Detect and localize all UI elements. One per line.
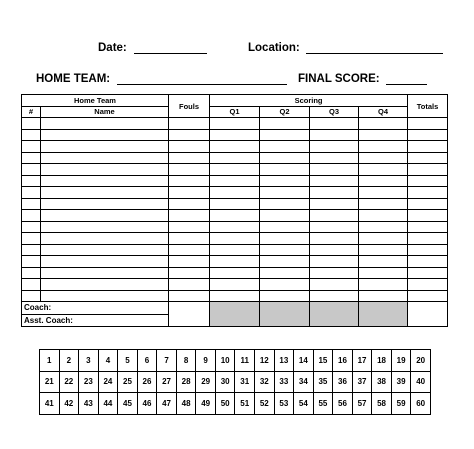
player-cell[interactable] — [408, 141, 448, 153]
col-q3: Q3 — [310, 106, 359, 118]
location-label: Location: — [248, 42, 300, 54]
player-cell[interactable] — [169, 244, 210, 256]
player-cell[interactable] — [22, 187, 41, 199]
number-cell[interactable]: 40 — [411, 371, 431, 393]
home-team-field[interactable] — [117, 84, 287, 85]
number-grid — [39, 349, 431, 415]
player-cell[interactable] — [359, 187, 408, 199]
group-header-row — [22, 95, 448, 107]
number-cell[interactable]: 42 — [59, 393, 79, 415]
number-cell[interactable]: 49 — [196, 393, 216, 415]
player-cell[interactable] — [41, 141, 169, 153]
player-cell[interactable] — [169, 198, 210, 210]
number-cell[interactable]: 2 — [59, 350, 79, 372]
player-cell[interactable] — [22, 198, 41, 210]
player-cell[interactable] — [359, 267, 408, 279]
col-totals: Totals — [408, 95, 448, 118]
player-cell[interactable] — [169, 221, 210, 233]
final-score-field[interactable] — [386, 84, 427, 85]
player-cell[interactable] — [22, 210, 41, 222]
player-cell[interactable] — [210, 141, 260, 153]
player-cell[interactable] — [41, 233, 169, 245]
player-cell[interactable] — [408, 118, 448, 130]
number-cell[interactable]: 29 — [196, 371, 216, 393]
player-cell[interactable] — [310, 152, 359, 164]
number-cell[interactable]: 25 — [118, 371, 138, 393]
player-cell[interactable] — [210, 164, 260, 176]
player-cell[interactable] — [41, 279, 169, 291]
number-cell[interactable]: 23 — [79, 371, 99, 393]
player-cell[interactable] — [310, 175, 359, 187]
player-cell[interactable] — [408, 152, 448, 164]
player-row — [22, 175, 448, 187]
player-cell[interactable] — [41, 210, 169, 222]
player-row — [22, 118, 448, 130]
player-cell[interactable] — [310, 187, 359, 199]
player-cell[interactable] — [260, 164, 310, 176]
player-row — [22, 198, 448, 210]
player-row — [22, 152, 448, 164]
player-row — [22, 244, 448, 256]
player-row — [22, 129, 448, 141]
player-cell[interactable] — [210, 175, 260, 187]
number-cell[interactable]: 3 — [79, 350, 99, 372]
shaded-cell-q1 — [210, 302, 260, 327]
player-cell[interactable] — [359, 175, 408, 187]
player-cell[interactable] — [408, 198, 448, 210]
number-cell[interactable]: 35 — [313, 371, 333, 393]
number-cell[interactable]: 60 — [411, 393, 431, 415]
player-cell[interactable] — [408, 267, 448, 279]
player-cell[interactable] — [41, 152, 169, 164]
player-cell[interactable] — [260, 175, 310, 187]
player-row — [22, 210, 448, 222]
player-cell[interactable] — [210, 256, 260, 268]
number-cell[interactable]: 18 — [372, 350, 392, 372]
player-cell[interactable] — [359, 290, 408, 302]
player-cell[interactable] — [210, 152, 260, 164]
player-cell[interactable] — [359, 244, 408, 256]
player-cell[interactable] — [169, 118, 210, 130]
player-cell[interactable] — [260, 187, 310, 199]
asst-coach-label: Asst. Coach: — [22, 314, 169, 327]
number-cell[interactable]: 46 — [137, 393, 157, 415]
player-cell[interactable] — [41, 290, 169, 302]
number-cell[interactable]: 32 — [255, 371, 275, 393]
player-cell[interactable] — [310, 141, 359, 153]
player-cell[interactable] — [260, 221, 310, 233]
number-cell[interactable]: 20 — [411, 350, 431, 372]
player-cell[interactable] — [41, 164, 169, 176]
player-cell[interactable] — [169, 164, 210, 176]
player-row — [22, 267, 448, 279]
number-cell[interactable]: 14 — [294, 350, 314, 372]
number-cell[interactable]: 21 — [40, 371, 60, 393]
player-cell[interactable] — [408, 187, 448, 199]
player-cell[interactable] — [310, 198, 359, 210]
player-cell[interactable] — [169, 129, 210, 141]
player-cell[interactable] — [210, 267, 260, 279]
col-q2: Q2 — [260, 106, 310, 118]
number-cell[interactable]: 15 — [313, 350, 333, 372]
player-cell[interactable] — [22, 175, 41, 187]
col-number: # — [22, 106, 41, 118]
player-cell[interactable] — [169, 267, 210, 279]
number-cell[interactable]: 57 — [352, 393, 372, 415]
number-cell[interactable]: 33 — [274, 371, 294, 393]
player-cell[interactable] — [41, 118, 169, 130]
number-cell[interactable]: 6 — [137, 350, 157, 372]
col-q4: Q4 — [359, 106, 408, 118]
player-cell[interactable] — [260, 233, 310, 245]
player-row — [22, 290, 448, 302]
home-team-label: HOME TEAM: — [36, 73, 111, 85]
player-cell[interactable] — [41, 256, 169, 268]
player-cell[interactable] — [169, 141, 210, 153]
player-row — [22, 187, 448, 199]
player-cell[interactable] — [41, 129, 169, 141]
player-cell[interactable] — [210, 279, 260, 291]
player-cell[interactable] — [359, 256, 408, 268]
player-cell[interactable] — [260, 290, 310, 302]
player-cell[interactable] — [41, 267, 169, 279]
player-cell[interactable] — [41, 244, 169, 256]
player-cell[interactable] — [210, 187, 260, 199]
player-cell[interactable] — [310, 290, 359, 302]
number-cell[interactable]: 5 — [118, 350, 138, 372]
number-cell[interactable]: 7 — [157, 350, 177, 372]
player-cell[interactable] — [408, 244, 448, 256]
player-cell[interactable] — [260, 141, 310, 153]
number-cell[interactable]: 13 — [274, 350, 294, 372]
number-cell[interactable]: 44 — [98, 393, 118, 415]
number-cell[interactable]: 54 — [294, 393, 314, 415]
player-row — [22, 279, 448, 291]
player-cell[interactable] — [260, 152, 310, 164]
player-cell[interactable] — [359, 141, 408, 153]
player-cell[interactable] — [22, 267, 41, 279]
player-cell[interactable] — [359, 164, 408, 176]
number-cell[interactable]: 47 — [157, 393, 177, 415]
player-cell[interactable] — [359, 152, 408, 164]
number-cell[interactable]: 1 — [40, 350, 60, 372]
player-cell[interactable] — [310, 221, 359, 233]
col-fouls: Fouls — [169, 95, 210, 118]
number-cell[interactable]: 17 — [352, 350, 372, 372]
player-cell[interactable] — [310, 164, 359, 176]
player-cell[interactable] — [210, 290, 260, 302]
player-cell[interactable] — [260, 267, 310, 279]
player-cell[interactable] — [310, 256, 359, 268]
coach-totals-cell[interactable] — [408, 302, 448, 327]
player-cell[interactable] — [359, 198, 408, 210]
player-cell[interactable] — [22, 118, 41, 130]
player-cell[interactable] — [41, 187, 169, 199]
player-cell[interactable] — [169, 290, 210, 302]
player-cell[interactable] — [310, 210, 359, 222]
player-cell[interactable] — [41, 175, 169, 187]
player-cell[interactable] — [408, 233, 448, 245]
player-cell[interactable] — [408, 279, 448, 291]
player-cell[interactable] — [210, 129, 260, 141]
number-cell[interactable]: 45 — [118, 393, 138, 415]
player-cell[interactable] — [210, 244, 260, 256]
number-cell[interactable]: 10 — [215, 350, 235, 372]
number-cell[interactable]: 16 — [333, 350, 353, 372]
number-cell[interactable]: 52 — [255, 393, 275, 415]
player-cell[interactable] — [22, 233, 41, 245]
player-row — [22, 164, 448, 176]
coach-row — [22, 302, 448, 315]
player-cell[interactable] — [22, 164, 41, 176]
player-cell[interactable] — [260, 198, 310, 210]
player-row — [22, 221, 448, 233]
number-cell[interactable]: 26 — [137, 371, 157, 393]
number-cell[interactable]: 48 — [176, 393, 196, 415]
group-scoring: Scoring — [210, 95, 408, 107]
number-row — [40, 371, 431, 393]
number-cell[interactable]: 28 — [176, 371, 196, 393]
score-table — [21, 94, 448, 327]
player-cell[interactable] — [408, 210, 448, 222]
player-cell[interactable] — [210, 210, 260, 222]
player-cell[interactable] — [41, 198, 169, 210]
number-cell[interactable]: 27 — [157, 371, 177, 393]
date-field[interactable] — [134, 53, 207, 54]
player-cell[interactable] — [408, 129, 448, 141]
col-q1: Q1 — [210, 106, 260, 118]
player-cell[interactable] — [359, 279, 408, 291]
player-cell[interactable] — [22, 221, 41, 233]
number-cell[interactable]: 39 — [391, 371, 411, 393]
player-cell[interactable] — [359, 233, 408, 245]
date-label: Date: — [98, 42, 127, 54]
number-cell[interactable]: 4 — [98, 350, 118, 372]
player-cell[interactable] — [22, 244, 41, 256]
player-cell[interactable] — [169, 233, 210, 245]
number-cell[interactable]: 56 — [333, 393, 353, 415]
number-cell[interactable]: 9 — [196, 350, 216, 372]
number-cell[interactable]: 53 — [274, 393, 294, 415]
coach-label: Coach: — [22, 302, 169, 315]
number-row — [40, 393, 431, 415]
number-cell[interactable]: 12 — [255, 350, 275, 372]
number-cell[interactable]: 38 — [372, 371, 392, 393]
location-field[interactable] — [306, 53, 443, 54]
number-cell[interactable]: 22 — [59, 371, 79, 393]
final-score-label: FINAL SCORE: — [298, 73, 380, 85]
player-cell[interactable] — [210, 198, 260, 210]
player-cell[interactable] — [22, 279, 41, 291]
player-cell[interactable] — [359, 210, 408, 222]
number-cell[interactable]: 11 — [235, 350, 255, 372]
number-cell[interactable]: 43 — [79, 393, 99, 415]
column-header-row — [22, 106, 448, 118]
player-cell[interactable] — [169, 187, 210, 199]
col-name: Name — [41, 106, 169, 118]
player-cell[interactable] — [260, 244, 310, 256]
player-cell[interactable] — [310, 279, 359, 291]
number-cell[interactable]: 41 — [40, 393, 60, 415]
player-cell[interactable] — [210, 221, 260, 233]
number-cell[interactable]: 37 — [352, 371, 372, 393]
number-cell[interactable]: 19 — [391, 350, 411, 372]
player-cell[interactable] — [359, 221, 408, 233]
number-cell[interactable]: 55 — [313, 393, 333, 415]
player-cell[interactable] — [260, 279, 310, 291]
player-cell[interactable] — [169, 256, 210, 268]
player-cell[interactable] — [169, 279, 210, 291]
player-cell[interactable] — [310, 129, 359, 141]
number-cell[interactable]: 30 — [215, 371, 235, 393]
number-row — [40, 350, 431, 372]
player-row — [22, 233, 448, 245]
number-cell[interactable]: 34 — [294, 371, 314, 393]
player-cell[interactable] — [22, 141, 41, 153]
coach-fouls-cell[interactable] — [169, 302, 210, 327]
player-cell[interactable] — [210, 233, 260, 245]
player-cell[interactable] — [22, 290, 41, 302]
shaded-cell-q3 — [310, 302, 359, 327]
group-home-team: Home Team — [22, 95, 169, 107]
number-cell[interactable]: 36 — [333, 371, 353, 393]
player-cell[interactable] — [310, 267, 359, 279]
player-cell[interactable] — [310, 244, 359, 256]
player-cell[interactable] — [310, 233, 359, 245]
player-cell[interactable] — [260, 129, 310, 141]
player-cell[interactable] — [169, 210, 210, 222]
number-cell[interactable]: 59 — [391, 393, 411, 415]
player-cell[interactable] — [408, 256, 448, 268]
player-cell[interactable] — [22, 152, 41, 164]
player-cell[interactable] — [169, 152, 210, 164]
player-cell[interactable] — [260, 210, 310, 222]
player-row — [22, 256, 448, 268]
player-row — [22, 141, 448, 153]
number-cell[interactable]: 24 — [98, 371, 118, 393]
shaded-cell-q2 — [260, 302, 310, 327]
player-cell[interactable] — [260, 256, 310, 268]
player-cell[interactable] — [408, 221, 448, 233]
player-cell[interactable] — [210, 118, 260, 130]
player-cell[interactable] — [169, 175, 210, 187]
shaded-cell-q4 — [359, 302, 408, 327]
player-cell[interactable] — [260, 118, 310, 130]
number-cell[interactable]: 31 — [235, 371, 255, 393]
number-cell[interactable]: 58 — [372, 393, 392, 415]
player-cell[interactable] — [310, 118, 359, 130]
player-cell[interactable] — [359, 118, 408, 130]
player-cell[interactable] — [359, 129, 408, 141]
number-cell[interactable]: 51 — [235, 393, 255, 415]
number-cell[interactable]: 50 — [215, 393, 235, 415]
player-cell[interactable] — [22, 256, 41, 268]
player-cell[interactable] — [408, 164, 448, 176]
player-cell[interactable] — [408, 175, 448, 187]
player-cell[interactable] — [22, 129, 41, 141]
player-cell[interactable] — [41, 221, 169, 233]
player-cell[interactable] — [408, 290, 448, 302]
number-cell[interactable]: 8 — [176, 350, 196, 372]
